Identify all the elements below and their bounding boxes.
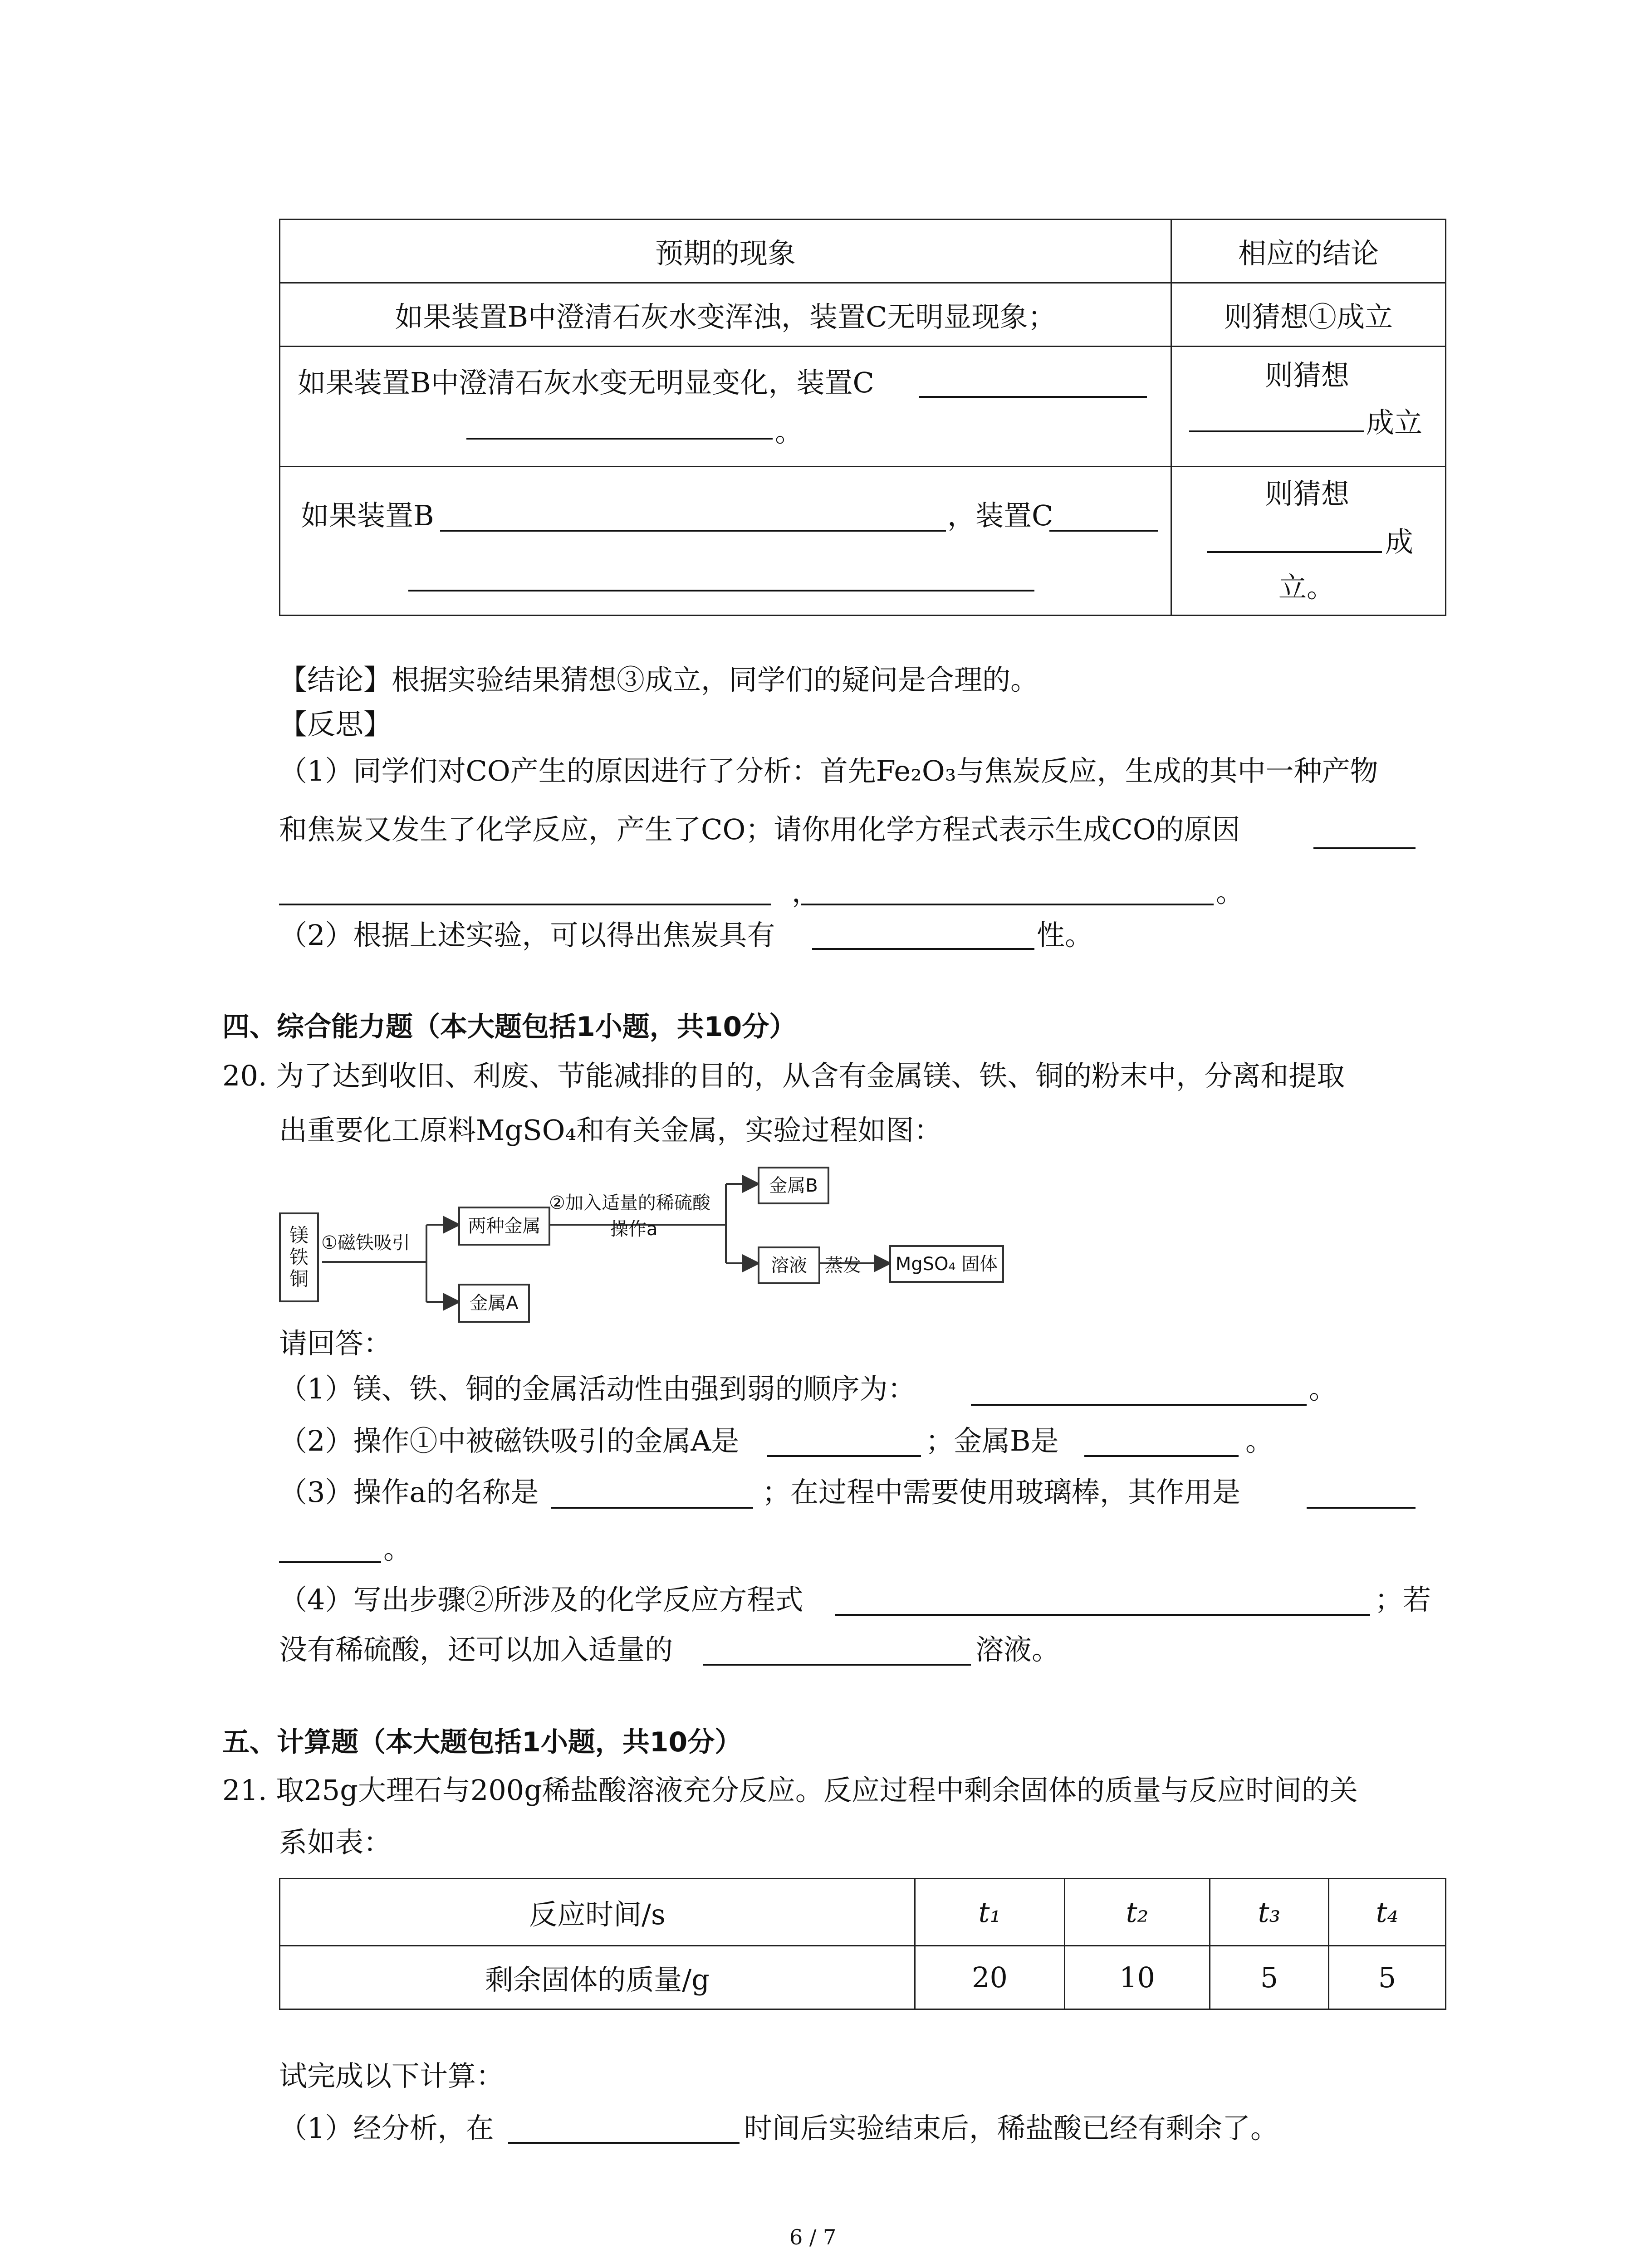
q20-3-blank-c[interactable]: [279, 1561, 381, 1563]
q20-4-blank-a[interactable]: [835, 1614, 1370, 1616]
q20-2-text-b: ；金属B是: [926, 1424, 1059, 1457]
reflection-q1-comma: ，: [792, 875, 820, 909]
flow-start-mixture: 镁 铁 铜: [279, 1212, 319, 1302]
reflection-q1-line2: 和焦炭又发生了化学反应，产生了CO；请你用化学方程式表示生成CO的原因: [279, 813, 1240, 846]
mass-t2: 10: [1065, 1946, 1210, 2009]
q20-line2: 出重要化工原料MgSO₄和有关金属，实验过程如图：: [279, 1114, 942, 1147]
flow-operation-a-label: 操作a: [610, 1219, 658, 1240]
time-t2: t₂: [1065, 1879, 1210, 1946]
flow-step1-label: ①磁铁吸引: [321, 1232, 410, 1253]
row1-conclusion: 则猜想①成立: [1171, 283, 1446, 347]
q20-1-period: 。: [1309, 1372, 1337, 1405]
flow-solution: 溶液: [758, 1246, 820, 1284]
mass-t3: 5: [1210, 1946, 1329, 2009]
q20-1-text: （1）镁、铁、铜的金属活动性由强到弱的顺序为：: [279, 1372, 916, 1405]
reflection-q1-period: 。: [1216, 875, 1244, 909]
q20-3-period: 。: [383, 1532, 412, 1565]
mass-t4: 5: [1329, 1946, 1446, 2009]
q20-4-line2-b: 溶液。: [975, 1633, 1060, 1666]
flow-evaporate-label: 蒸发: [825, 1255, 861, 1276]
q20-4-text-b: ；若: [1375, 1583, 1431, 1616]
reflection-title: 【反思】: [279, 708, 392, 741]
time-t1: t₁: [915, 1879, 1065, 1946]
time-t4: t₄: [1329, 1879, 1446, 1946]
q20-4-line2-a: 没有稀硫酸，还可以加入适量的: [279, 1633, 673, 1666]
row2-period: 。: [775, 415, 803, 448]
q21-1-blank[interactable]: [508, 2142, 740, 2144]
q20-2-period: 。: [1245, 1424, 1274, 1457]
flow-product-mgso4: MgSO₄ 固体: [889, 1245, 1004, 1283]
q20-2-blank-b[interactable]: [1084, 1455, 1239, 1457]
mass-t1: 20: [915, 1946, 1065, 2009]
q20-2-blank-a[interactable]: [767, 1455, 921, 1457]
row3-phenomenon-part2: ，装置C: [947, 499, 1053, 532]
answer-prompt: 请回答：: [279, 1327, 392, 1360]
table-header-phenomenon: 预期的现象: [280, 220, 1171, 283]
reflection-q2-end: 性。: [1037, 919, 1093, 952]
mass-row-label: 剩余固体的质量/g: [280, 1946, 915, 2009]
q20-4-text-a: （4）写出步骤②所涉及的化学反应方程式: [279, 1583, 803, 1616]
row3-conclusion-line3: 立。: [1279, 571, 1335, 604]
flow-step2-label: ②加入适量的稀硫酸: [549, 1193, 710, 1213]
q21-1-end: 时间后实验结束后，稀盐酸已经有剩余了。: [744, 2112, 1279, 2145]
reflection-q2-start: （2）根据上述实验，可以得出焦炭具有: [279, 919, 775, 952]
flow-metal-b: 金属B: [758, 1167, 829, 1204]
q20-3-blank-a[interactable]: [551, 1507, 753, 1509]
q20-3-blank-b[interactable]: [1307, 1507, 1416, 1509]
q20-4-blank-b[interactable]: [703, 1664, 971, 1666]
row3-phenomenon-part1: 如果装置B: [301, 499, 434, 532]
table-header-conclusion: 相应的结论: [1171, 220, 1446, 283]
q20-3-text-a: （3）操作a的名称是: [279, 1476, 539, 1509]
time-row-label: 反应时间/s: [280, 1879, 915, 1946]
row1-phenomenon: 如果装置B中澄清石灰水变浑浊，装置C无明显现象；: [280, 283, 1171, 347]
row3-conclusion-line1: 则猜想: [1265, 477, 1350, 510]
conclusion-text: 【结论】根据实验结果猜想③成立，同学们的疑问是合理的。: [279, 663, 1039, 696]
row2-conclusion-end: 成立: [1366, 406, 1423, 439]
q21-line2: 系如表：: [279, 1826, 392, 1859]
section-5-title: 五、计算题（本大题包括1小题，共10分）: [222, 1726, 742, 1758]
row2-conclusion-line1: 则猜想: [1265, 359, 1350, 392]
q20-2-text-a: （2）操作①中被磁铁吸引的金属A是: [279, 1424, 740, 1457]
q20-1-blank[interactable]: [971, 1404, 1307, 1406]
reaction-time-table: [279, 1878, 1446, 2010]
q21-1-start: （1）经分析，在: [279, 2112, 494, 2145]
row2-phenomenon-line1: 如果装置B中澄清石灰水变无明显变化，装置C: [298, 366, 875, 399]
flow-metal-a: 金属A: [458, 1284, 530, 1323]
row3-conclusion-end: 成: [1385, 525, 1414, 558]
reflection-q1-line1: （1）同学们对CO产生的原因进行了分析：首先Fe₂O₃与焦炭反应，生成的其中一种产物: [279, 754, 1378, 787]
flow-two-metals: 两种金属: [458, 1207, 550, 1246]
page-number: 6 / 7: [789, 2225, 837, 2249]
section-4-title: 四、综合能力题（本大题包括1小题，共10分）: [222, 1011, 797, 1043]
q20-3-text-b: ；在过程中需要使用玻璃棒，其作用是: [762, 1476, 1241, 1509]
q21-line1: 21. 取25g大理石与200g稀盐酸溶液充分反应。反应过程中剩余固体的质量与反应时间的关: [222, 1774, 1358, 1807]
q20-line1: 20. 为了达到收旧、利废、节能减排的目的，从含有金属镁、铁、铜的粉末中，分离和提取: [222, 1059, 1345, 1092]
q21-prompt: 试完成以下计算：: [279, 2059, 505, 2092]
time-t3: t₃: [1210, 1879, 1329, 1946]
